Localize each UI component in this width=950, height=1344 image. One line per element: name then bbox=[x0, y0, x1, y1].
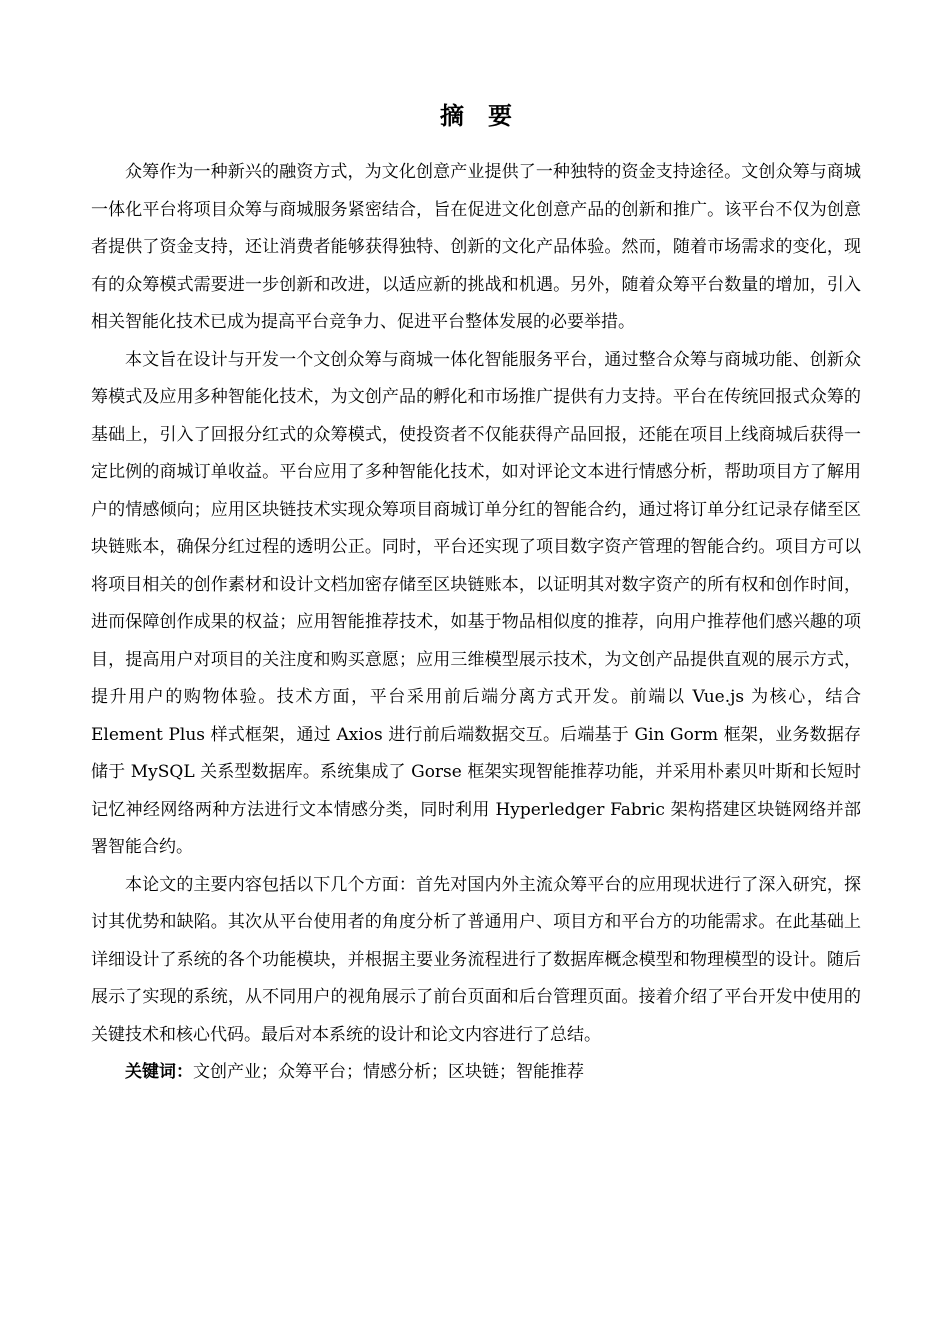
abstract-page bbox=[91, 96, 861, 1092]
abstract-paragraph-2: 本文旨在设计与开发一个文创众筹与商城一体化智能服务平台，通过整合众筹与商城功能、创新众筹模式及应用多种智能化技术，为文创产品的孵化和市场推广提供有力支持。平台在传统回报式众筹的基础上，引入了回报分红式的众筹模式，使投资者不仅能获得产品回报，还能在项目上线商城后获得一定比例的商城订单收益。平台应用了多种智能化技术，如对评论文本进行情感分析，帮助项目方了解用户的情感倾向；应用区块链技术实现众筹项目商城订单分红的智能合约，通过将订单分红记录存储至区块链账本，确保分红过程的透明公正。同时，平台还实现了项目数字资产管理的智能合约。项目方可以将项目相关的创作素材和设计文档加密存储至区块链账本，以证明其对数字资产的所有权和创作时间，进而保障创作成果的权益；应用智能推荐技术，如基于物品相似度的推荐，向用户推荐他们感兴趣的项目，提高用户对项目的关注度和购买意愿；应用三维模型展示技术，为文创产品提供直观的展示方式，提升用户的购物体验。技术方面，平台采用前后端分离方式开发。前端以 Vue.js 为核心，结合 Element Plus 样式框架，通过 Axios 进行前后端数据交互。后端基于 Gin Gorm 框架，业务数据存储于 MySQL 关系型数据库。系统集成了 Gorse 框架实现智能推荐功能，并采用朴素贝叶斯和长短时记忆神经网络两种方法进行文本情感分类，同时利用 Hyperledger Fabric 架构搭建区块链网络并部署智能合约。 bbox=[91, 349, 861, 857]
abstract-title: 摘要 bbox=[440, 102, 536, 130]
keywords-label: 关键词： bbox=[125, 1062, 193, 1082]
abstract-paragraph-1: 众筹作为一种新兴的融资方式，为文化创意产业提供了一种独特的资金支持途径。文创众筹与商城一体化平台将项目众筹与商城服务紧密结合，旨在促进文化创意产品的创新和推广。该平台不仅为创意者提供了资金支持，还让消费者能够获得独特、创新的文化产品体验。然而，随着市场需求的变化，现有的众筹模式需要进一步创新和改进，以适应新的挑战和机遇。另外，随着众筹平台数量的增加，引入相关智能化技术已成为提高平台竞争力、促进平台整体发展的必要举措。 bbox=[91, 162, 861, 332]
keywords-line bbox=[91, 1054, 861, 1092]
abstract-paragraph-3: 本论文的主要内容包括以下几个方面：首先对国内外主流众筹平台的应用现状进行了深入研究，探讨其优势和缺陷。其次从平台使用者的角度分析了普通用户、项目方和平台方的功能需求。在此基础上详细设计了系统的各个功能模块，并根据主要业务流程进行了数据库概念模型和物理模型的设计。随后展示了实现的系统，从不同用户的视角展示了前台页面和后台管理页面。接着介绍了平台开发中使用的关键技术和核心代码。最后对本系统的设计和论文内容进行了总结。 bbox=[91, 874, 861, 1045]
keywords-list: 文创产业；众筹平台；情感分析；区块链；智能推荐 bbox=[193, 1062, 584, 1082]
